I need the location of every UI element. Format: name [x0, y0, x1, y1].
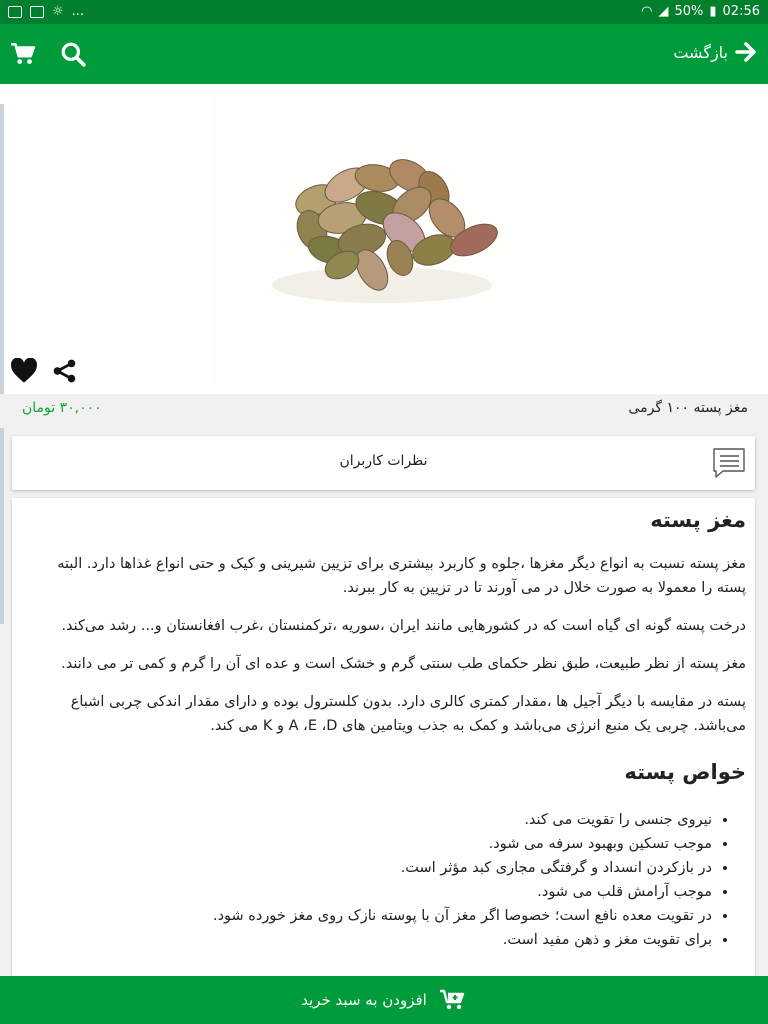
gallery-icon: [8, 6, 22, 18]
scroll-indicator: [0, 104, 4, 624]
list-item: • برای تقویت مغز و ذهن مفید است.: [28, 928, 712, 952]
product-image-area: [0, 84, 768, 394]
user-comments-button[interactable]: [12, 436, 755, 490]
app-bar: [0, 24, 768, 84]
status-icons-left: [8, 4, 84, 19]
battery-level: 50%: [674, 4, 704, 19]
add-to-cart-icon: [439, 988, 467, 1012]
product-price: ۳۰,۰۰۰ تومان: [22, 400, 102, 416]
comment-icon: [711, 446, 747, 480]
add-to-cart-label: افزودن به سبد خرید: [301, 991, 427, 1009]
status-icons-right: [641, 4, 760, 19]
search-icon[interactable]: [60, 41, 86, 67]
list-item: • در بازکردن انسداد و گرفتگی مجاری کبد مؤثر است.: [28, 856, 712, 880]
status-bar: [0, 0, 768, 24]
properties-title: خواص پسته: [624, 760, 746, 784]
favorite-heart-icon[interactable]: [10, 358, 38, 384]
mail-icon: [30, 6, 44, 18]
share-icon[interactable]: [52, 358, 78, 384]
clock: 02:56: [722, 4, 760, 19]
signal-icon: ◢: [658, 4, 669, 19]
description-paragraph: پسته در مقایسه با دیگر آجیل ها ،مقدار کمتری کالری دارد. بدون کلسترول بوده و دارای مقدار اندکی چربی اشباع می‌باشد. چربی یک منبع انرژی می‌باشد و کمک به جذب ویتامین های A ،E ،D و K می کند.: [70, 694, 746, 734]
product-name: مغز پسته ۱۰۰ گرمی: [628, 400, 748, 416]
pistachio-image: [212, 90, 554, 390]
description-card: [12, 498, 755, 978]
battery-icon: ▮: [709, 4, 717, 19]
user-comments-label: نظرات کاربران: [339, 453, 428, 469]
product-photo: [212, 90, 554, 390]
weather-icon: ☼: [52, 4, 64, 19]
back-button[interactable]: [673, 40, 758, 64]
properties-list: [28, 808, 746, 952]
cart-icon[interactable]: [10, 41, 36, 67]
description-title: مغز پسته: [650, 508, 746, 532]
list-item: • موجب تسکین وبهبود سرفه می شود.: [28, 832, 712, 856]
list-item: • نیروی جنسی را تقویت می کند.: [28, 808, 712, 832]
list-item: • در تقویت معده نافع است؛ خصوصا اگر مغز آن با پوسته نازک روی مغز خورده شود.: [28, 904, 712, 928]
status-more: ...: [71, 4, 85, 19]
description-paragraph: مغز پسته از نظر طبیعت، طبق نظر حکمای طب سنتی گرم و خشک است و عده ای آن را گرم و کمی تر می دانند.: [61, 656, 746, 672]
arrow-right-icon: [734, 40, 758, 64]
description-paragraph: درخت پسته گونه ای گیاه است که در کشورهایی مانند ایران ،سوریه ،ترکمنستان ،غرب افغانستان و... رشد می‌کند.: [61, 618, 746, 634]
list-item: • موجب آرامش قلب می شود.: [28, 880, 712, 904]
back-label: بازگشت: [673, 42, 728, 62]
wifi-icon: ◠: [641, 4, 653, 19]
add-to-cart-button[interactable]: [0, 976, 768, 1024]
product-info-bar: [0, 394, 768, 428]
description-paragraph: مغز پسته نسبت به انواع دیگر مغزها ،جلوه و کاربرد بیشتری برای تزیین شیرینی و کیک و حتی انواع غذاها دارد. البته پسته را معمولا به صورت خلال در می آورند تا در تزیین به کار ببرند.: [57, 556, 746, 596]
